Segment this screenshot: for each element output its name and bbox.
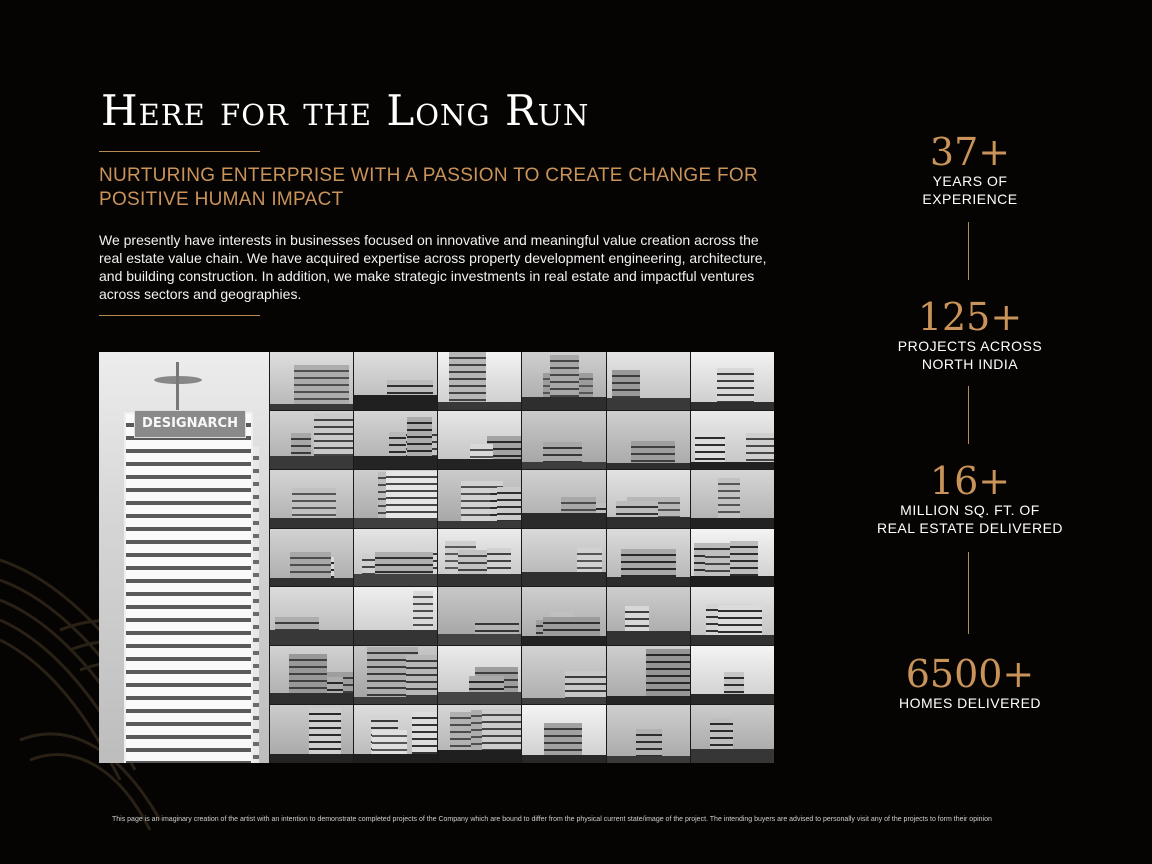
stat-value: 125+ <box>917 295 1023 339</box>
foliage-shape <box>438 750 521 763</box>
project-photo-tile <box>270 411 353 469</box>
foliage-shape <box>270 456 353 469</box>
stat-projects <box>870 297 1070 373</box>
foliage-shape <box>691 518 774 528</box>
foliage-shape <box>691 694 774 704</box>
project-photo-tile <box>607 529 690 587</box>
foliage-shape <box>691 402 774 410</box>
body-divider <box>99 315 260 316</box>
foliage-shape <box>607 463 690 469</box>
foliage-shape <box>438 459 521 469</box>
page-title: Here for the Long Run <box>101 86 590 135</box>
foliage-shape <box>270 630 353 645</box>
foliage-shape <box>270 518 353 528</box>
foliage-shape <box>522 698 605 704</box>
foliage-shape <box>270 578 353 586</box>
foliage-shape <box>607 577 690 586</box>
stat-label: YEARS OF EXPERIENCE <box>922 173 1018 207</box>
stat-years <box>870 132 1070 208</box>
project-photo-tile <box>354 352 437 410</box>
foliage-shape <box>691 462 774 469</box>
project-photo-tile <box>354 529 437 587</box>
project-photo-tile <box>270 646 353 704</box>
project-photo-tile <box>354 646 437 704</box>
foliage-shape <box>438 574 521 586</box>
project-photo-tile <box>438 411 521 469</box>
project-photo-tile <box>522 529 605 587</box>
foliage-shape <box>522 513 605 528</box>
project-photo-tile <box>354 411 437 469</box>
featured-tower-photo <box>99 352 269 763</box>
project-photo-tile <box>522 411 605 469</box>
project-photo-tile <box>691 411 774 469</box>
foliage-shape <box>522 462 605 469</box>
foliage-shape <box>438 402 521 410</box>
project-photo-tile <box>691 646 774 704</box>
intro-paragraph: We presently have interests in businesses focused on innovative and meaningful value creation across the real estate value chain. We have acquired expertise across property development engineering, architecture, and building construction. In addition, we make strategic investments in real estate and impactful ventures across sectors and geographies. <box>99 232 767 302</box>
project-photo-tile <box>270 587 353 645</box>
project-photo-tile <box>270 705 353 763</box>
foliage-shape <box>354 574 437 586</box>
project-photo-tile <box>691 470 774 528</box>
project-photo-tile <box>522 705 605 763</box>
tower-facade <box>124 412 253 763</box>
disclaimer-text: This page is an imaginary creation of the artist with an intention to demonstrate completed projects of the Company which are bound to differ from the physical current state/image of the project. The intending buyers are advised to personally visit any of the projects to form their opinion <box>112 816 992 823</box>
project-photo-tile <box>607 646 690 704</box>
project-photo-collage <box>99 352 774 763</box>
project-photo-tile <box>438 470 521 528</box>
stat-value: 16+ <box>929 459 1011 503</box>
project-photo-tile <box>438 529 521 587</box>
project-photo-tile <box>691 587 774 645</box>
title-divider <box>99 151 260 152</box>
project-photo-tile <box>607 705 690 763</box>
foliage-shape <box>438 634 521 645</box>
foliage-shape <box>270 404 353 410</box>
project-photo-tile <box>270 352 353 410</box>
project-photo-tile <box>354 705 437 763</box>
foliage-shape <box>522 755 605 763</box>
project-photo-tile <box>354 470 437 528</box>
stat-value: 6500+ <box>905 652 1035 696</box>
tower-sign: DESIGNARCH <box>134 410 246 438</box>
project-photo-tile <box>270 529 353 587</box>
stat-area <box>870 461 1070 537</box>
foliage-shape <box>354 456 437 469</box>
foliage-shape <box>607 398 690 410</box>
foliage-shape <box>691 749 774 763</box>
project-photo-tile <box>354 587 437 645</box>
foliage-shape <box>438 692 521 704</box>
project-photo-tile <box>522 646 605 704</box>
project-photo-tile <box>607 352 690 410</box>
stat-divider <box>968 222 969 280</box>
foliage-shape <box>270 693 353 704</box>
foliage-shape <box>607 756 690 763</box>
page-subtitle: NURTURING ENTERPRISE WITH A PASSION TO CREATE CHANGE FOR POSITIVE HUMAN IMPACT <box>99 165 759 210</box>
foliage-shape <box>438 521 521 528</box>
project-photo-tile <box>691 705 774 763</box>
project-photo-tile <box>438 705 521 763</box>
foliage-shape <box>354 630 437 645</box>
stat-label: HOMES DELIVERED <box>898 695 1042 711</box>
project-photo-tile <box>270 470 353 528</box>
stat-value: 37+ <box>929 130 1011 174</box>
foliage-shape <box>691 635 774 645</box>
project-photo-tile <box>691 352 774 410</box>
project-photo-tile <box>438 352 521 410</box>
project-photo-tile <box>522 470 605 528</box>
foliage-shape <box>522 636 605 645</box>
project-photo-tile <box>607 587 690 645</box>
stat-divider <box>968 386 969 444</box>
foliage-shape <box>607 631 690 645</box>
project-photo-tile <box>607 470 690 528</box>
project-photo-tile <box>522 352 605 410</box>
project-photo-tile <box>438 587 521 645</box>
foliage-shape <box>691 576 774 586</box>
project-photo-tile <box>607 411 690 469</box>
foliage-shape <box>607 517 690 528</box>
stat-divider <box>968 552 969 634</box>
foliage-shape <box>522 572 605 586</box>
foliage-shape <box>270 754 353 763</box>
stat-label: MILLION SQ. FT. OF REAL ESTATE DELIVERED <box>876 502 1064 536</box>
stat-label: PROJECTS ACROSS NORTH INDIA <box>897 338 1043 372</box>
project-photo-tile <box>691 529 774 587</box>
project-photo-tile <box>438 646 521 704</box>
foliage-shape <box>607 696 690 704</box>
tower-antenna-mast <box>176 362 179 412</box>
project-photo-tile <box>522 587 605 645</box>
foliage-shape <box>354 697 437 704</box>
stat-homes <box>870 654 1070 712</box>
foliage-shape <box>354 395 437 410</box>
foliage-shape <box>354 754 437 763</box>
foliage-shape <box>522 397 605 410</box>
foliage-shape <box>354 518 437 528</box>
